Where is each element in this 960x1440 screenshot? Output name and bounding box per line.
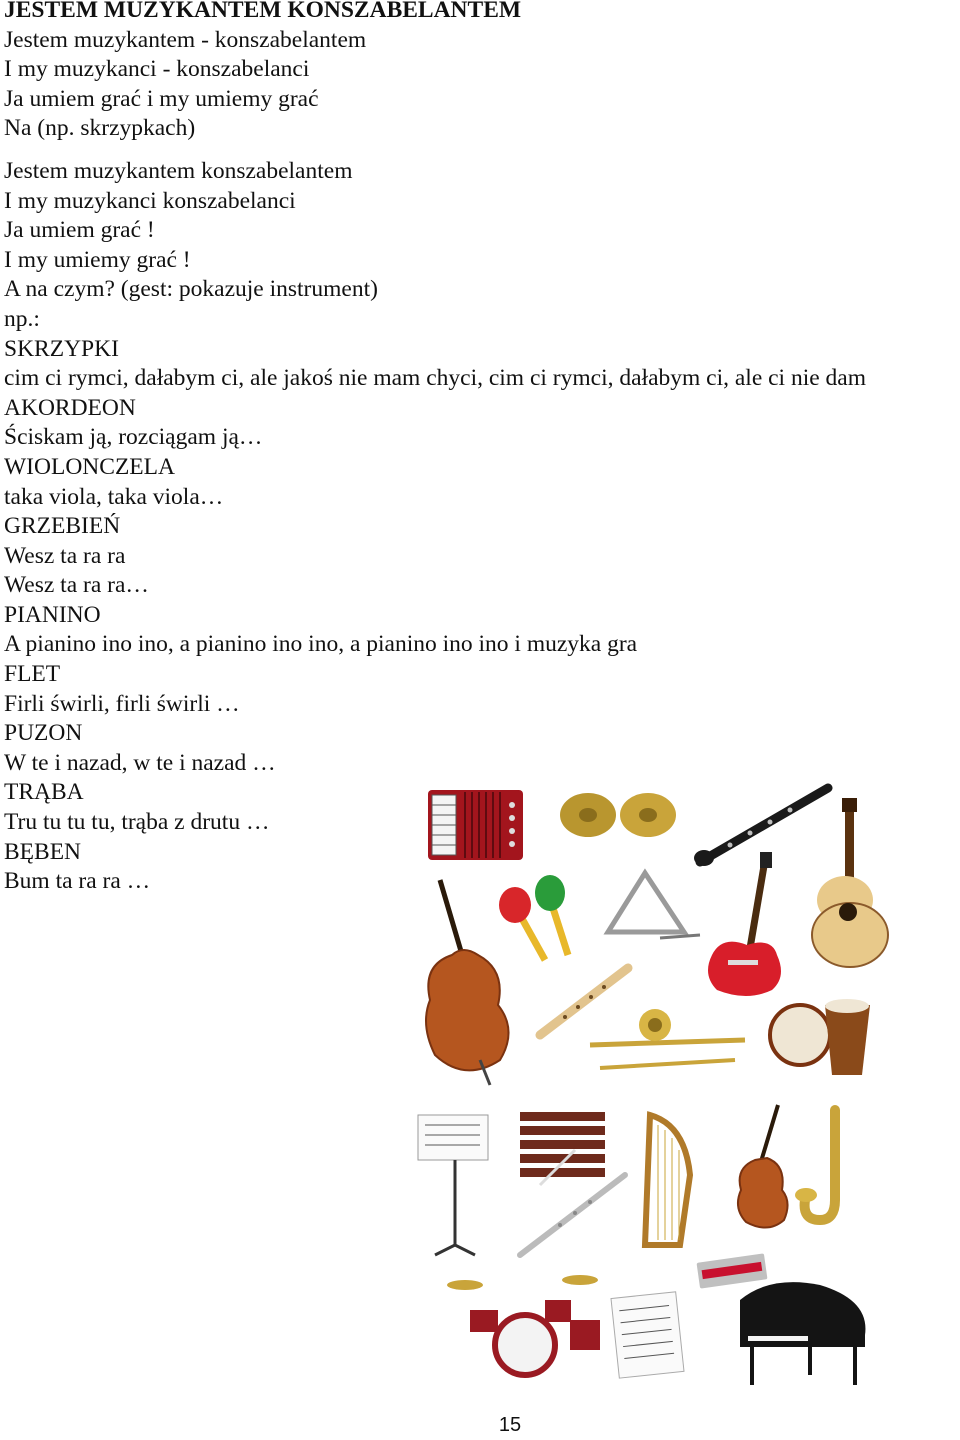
lyric-line: Jestem muzykantem konszabelantem	[4, 157, 353, 184]
instrument-name: WIOLONCZELA	[4, 453, 175, 480]
instrument-lyric: taka viola, taka viola…	[4, 483, 224, 510]
lyric-line: I my muzykanci - konszabelanci	[4, 56, 310, 83]
recorder-flute-icon	[540, 968, 628, 1035]
accordion-icon	[428, 790, 523, 860]
lyric-line: Ja umiem grać !	[4, 217, 155, 244]
drum-bongo-icon	[770, 999, 870, 1075]
instrument-lyric: Wesz ta ra ra	[4, 542, 126, 569]
instrument-name: SKRZYPKI	[4, 335, 119, 362]
music-stand-icon	[418, 1115, 488, 1255]
instrument-name: GRZEBIEŃ	[4, 513, 121, 540]
sheet-music-icon	[611, 1292, 684, 1378]
electric-guitar-icon	[708, 852, 781, 996]
lyric-line: I my muzykanci konszabelanci	[4, 187, 296, 214]
grand-piano-icon	[740, 1282, 865, 1385]
saxophone-icon	[795, 1110, 835, 1220]
instrument-lyric: Tru tu tu tu, trąba z drutu …	[4, 809, 270, 836]
song-text	[4, 0, 960, 897]
xylophone-icon	[520, 1112, 605, 1185]
instrument-name: FLET	[4, 661, 61, 688]
page-number: 15	[498, 1414, 522, 1436]
triangle-icon	[608, 873, 700, 938]
instrument-lyric: Ściskam ją, rozciągam ją…	[4, 424, 263, 451]
instrument-stickers	[405, 775, 960, 1415]
instrument-lyric: Wesz ta ra ra…	[4, 572, 149, 599]
instrument-name: BĘBEN	[4, 838, 82, 865]
instrument-lyric: A pianino ino ino, a pianino ino ino, a pianino ino ino i muzyka gra	[4, 631, 638, 658]
instrument-name: TRĄBA	[4, 779, 84, 806]
lyric-line: Ja umiem grać i my umiemy grać	[4, 85, 319, 112]
violin-icon	[738, 1105, 788, 1228]
stanza-gap	[4, 144, 960, 157]
trombone-icon	[590, 1009, 745, 1068]
harp-icon	[645, 1115, 690, 1245]
instrument-name: AKORDEON	[4, 394, 136, 421]
instrument-lyric: Bum ta ra ra …	[4, 868, 151, 895]
drum-kit-icon	[447, 1275, 600, 1375]
lyric-line: Jestem muzykantem - konszabelantem	[4, 26, 367, 53]
instrument-lyric: cim ci rymci, dałabym ci, ale jakoś nie mam chyci, cim ci rymci, dałabym ci, ale ci nie dam	[4, 365, 867, 392]
lyric-line: I my umiemy grać !	[4, 246, 191, 273]
lyric-line: A na czym? (gest: pokazuje instrument)	[4, 276, 378, 303]
song-title: JESTEM MUZYKANTEM KONSZABELANTEM	[4, 0, 522, 23]
instrument-lyric: W te i nazad, w te i nazad …	[4, 749, 276, 776]
lyric-line: np.:	[4, 305, 40, 332]
instrument-name: PUZON	[4, 720, 83, 747]
harmonica-icon	[697, 1253, 768, 1288]
flute-icon	[520, 1175, 625, 1255]
lyric-line: Na (np. skrzypkach)	[4, 115, 196, 142]
cymbals-icon	[560, 793, 676, 837]
acoustic-guitar-icon	[812, 798, 888, 967]
instrument-name: PIANINO	[4, 601, 101, 628]
cello-icon	[426, 880, 509, 1085]
maracas-icon	[499, 875, 568, 960]
instrument-lyric: Firli świrli, firli świrli …	[4, 690, 240, 717]
